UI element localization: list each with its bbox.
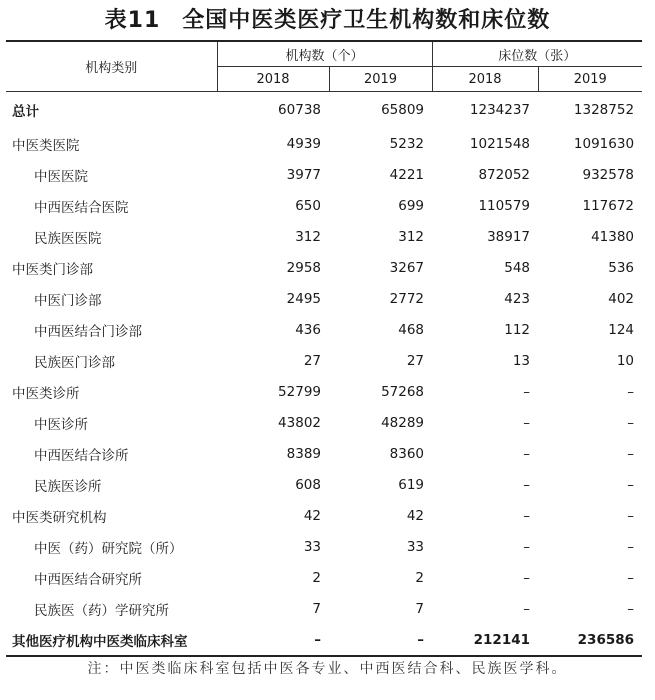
institutions-group-header: 机构数（个） [217, 41, 432, 67]
table-row [6, 221, 642, 252]
table-cell: 1328752 [573, 102, 635, 118]
row-category-label: 总计 [12, 104, 39, 120]
row-category-label: 中西医结合诊所 [34, 447, 129, 464]
table-cell: 2495 [286, 290, 321, 307]
table-cell: 10 [616, 352, 635, 369]
year-header: 2018 [217, 67, 329, 92]
table-row [6, 345, 642, 376]
row-category-label: 民族医医院 [34, 230, 102, 247]
table-cell: – [627, 600, 635, 617]
table-cell: 42 [406, 507, 425, 524]
row-category-label: 中医诊所 [34, 416, 88, 433]
table-cell: – [627, 445, 635, 462]
table-cell: 402 [608, 290, 635, 307]
table-cell: – [523, 569, 531, 586]
table-cell: 548 [504, 259, 531, 276]
table-cell: 7 [312, 600, 321, 617]
table-row [6, 500, 642, 531]
table-cell: 536 [608, 259, 635, 276]
table-cell: 48289 [381, 414, 425, 431]
table-cell: 38917 [487, 228, 531, 245]
table-cell: – [627, 538, 635, 555]
table-cell: – [217, 624, 329, 656]
table-cell: 42 [303, 507, 321, 524]
table-cell: 872052 [478, 166, 531, 183]
row-category-label: 中医类研究机构 [12, 509, 107, 526]
table-cell: 1234237 [469, 102, 531, 118]
table-cell: 3267 [389, 259, 425, 276]
table-cell: 27 [303, 352, 321, 369]
table-cell: 312 [295, 228, 321, 245]
row-label-header: 机构类别 [6, 41, 217, 92]
table-cell: 236586 [538, 624, 642, 656]
table-cell: 33 [406, 538, 425, 555]
table-row [6, 376, 642, 407]
table-cell: 423 [504, 290, 531, 307]
table-cell: 7 [415, 600, 425, 617]
table-cell: – [523, 414, 531, 431]
table-row [6, 531, 642, 562]
table-title [0, 4, 655, 38]
table-cell: – [627, 507, 635, 524]
table-cell: 4221 [389, 166, 425, 183]
table-row [6, 92, 642, 129]
year-header: 2018 [432, 67, 538, 92]
row-category-label: 民族医门诊部 [34, 354, 115, 371]
table-row [6, 624, 642, 656]
table-note: 注：中医类临床科室包括中医各专业、中西医结合科、民族医学科。 [87, 661, 568, 677]
row-category-label: 其他医疗机构中医类临床科室 [6, 624, 217, 656]
table-header [6, 41, 642, 92]
table-cell: 932578 [582, 166, 635, 183]
table-row [6, 128, 642, 159]
data-table [6, 40, 642, 657]
row-category-label: 中医类诊所 [12, 385, 80, 402]
table-cell: 3977 [286, 166, 321, 183]
table-cell: 8389 [286, 445, 321, 462]
table-cell: 43802 [278, 414, 321, 431]
table-cell: – [627, 414, 635, 431]
row-category-label: 民族医（药）学研究所 [34, 602, 169, 619]
table-cell: 57268 [381, 383, 425, 400]
year-header: 2019 [329, 67, 432, 92]
table-cell: 1021548 [469, 135, 531, 152]
table-cell: 5232 [389, 135, 425, 152]
table-cell: 2 [312, 569, 321, 586]
table-cell: – [523, 507, 531, 524]
table-row [6, 562, 642, 593]
table-cell: 312 [398, 228, 425, 245]
row-category-label: 民族医诊所 [34, 478, 102, 495]
table-row [6, 159, 642, 190]
table-cell: – [627, 476, 635, 493]
table-row [6, 438, 642, 469]
table-cell: 608 [295, 476, 321, 493]
row-category-label: 中西医结合门诊部 [34, 323, 142, 340]
table-cell: 212141 [432, 624, 538, 656]
table-cell: 112 [504, 321, 531, 338]
table-cell: – [523, 476, 531, 493]
table-cell: 13 [512, 352, 531, 369]
row-category-label: 中医（药）研究院（所） [34, 540, 183, 557]
row-category-label: 中医类门诊部 [12, 261, 93, 278]
table-cell: 1091630 [573, 135, 635, 152]
table-cell: 60738 [278, 102, 321, 118]
table-title-text: 全国中医类医疗卫生机构数和床位数 [182, 8, 551, 33]
table-cell: 468 [398, 321, 425, 338]
table-row [6, 407, 642, 438]
table-cell: 699 [398, 197, 425, 214]
table-cell: – [523, 538, 531, 555]
table-cell: 110579 [478, 197, 531, 214]
row-category-label: 中西医结合医院 [34, 199, 129, 216]
table-cell: 8360 [389, 445, 425, 462]
table-cell: 619 [398, 476, 425, 493]
table-cell: 124 [608, 321, 635, 338]
table-body [6, 92, 642, 657]
year-header: 2019 [538, 67, 642, 92]
row-category-label: 中西医结合研究所 [34, 571, 142, 588]
table-cell: 117672 [582, 197, 635, 214]
table-cell: 650 [295, 197, 321, 214]
table-cell: 41380 [591, 228, 635, 245]
table-cell: – [523, 383, 531, 400]
table-cell: 436 [295, 321, 321, 338]
table-cell: 2 [415, 569, 425, 586]
table-cell: 27 [406, 352, 425, 369]
table-row [6, 593, 642, 624]
table-cell: 33 [303, 538, 321, 555]
table-cell: – [329, 624, 432, 656]
table-cell: – [523, 445, 531, 462]
table-cell: – [523, 600, 531, 617]
table-cell: – [627, 569, 635, 586]
table-cell: 2958 [286, 259, 321, 276]
beds-group-header: 床位数（张） [432, 41, 642, 67]
table-row [6, 190, 642, 221]
row-category-label: 中医类医院 [12, 137, 80, 154]
row-category-label: 中医门诊部 [34, 292, 102, 309]
table-row [6, 283, 642, 314]
table-number: 表11 [104, 8, 161, 33]
table-cell: 65809 [381, 102, 425, 118]
table-cell: 4939 [286, 135, 321, 152]
table-cell: 2772 [389, 290, 425, 307]
table-row [6, 469, 642, 500]
table-cell: 52799 [278, 383, 321, 400]
table-row [6, 252, 642, 283]
table-cell: – [627, 383, 635, 400]
row-category-label: 中医医院 [34, 168, 88, 185]
table-row [6, 314, 642, 345]
